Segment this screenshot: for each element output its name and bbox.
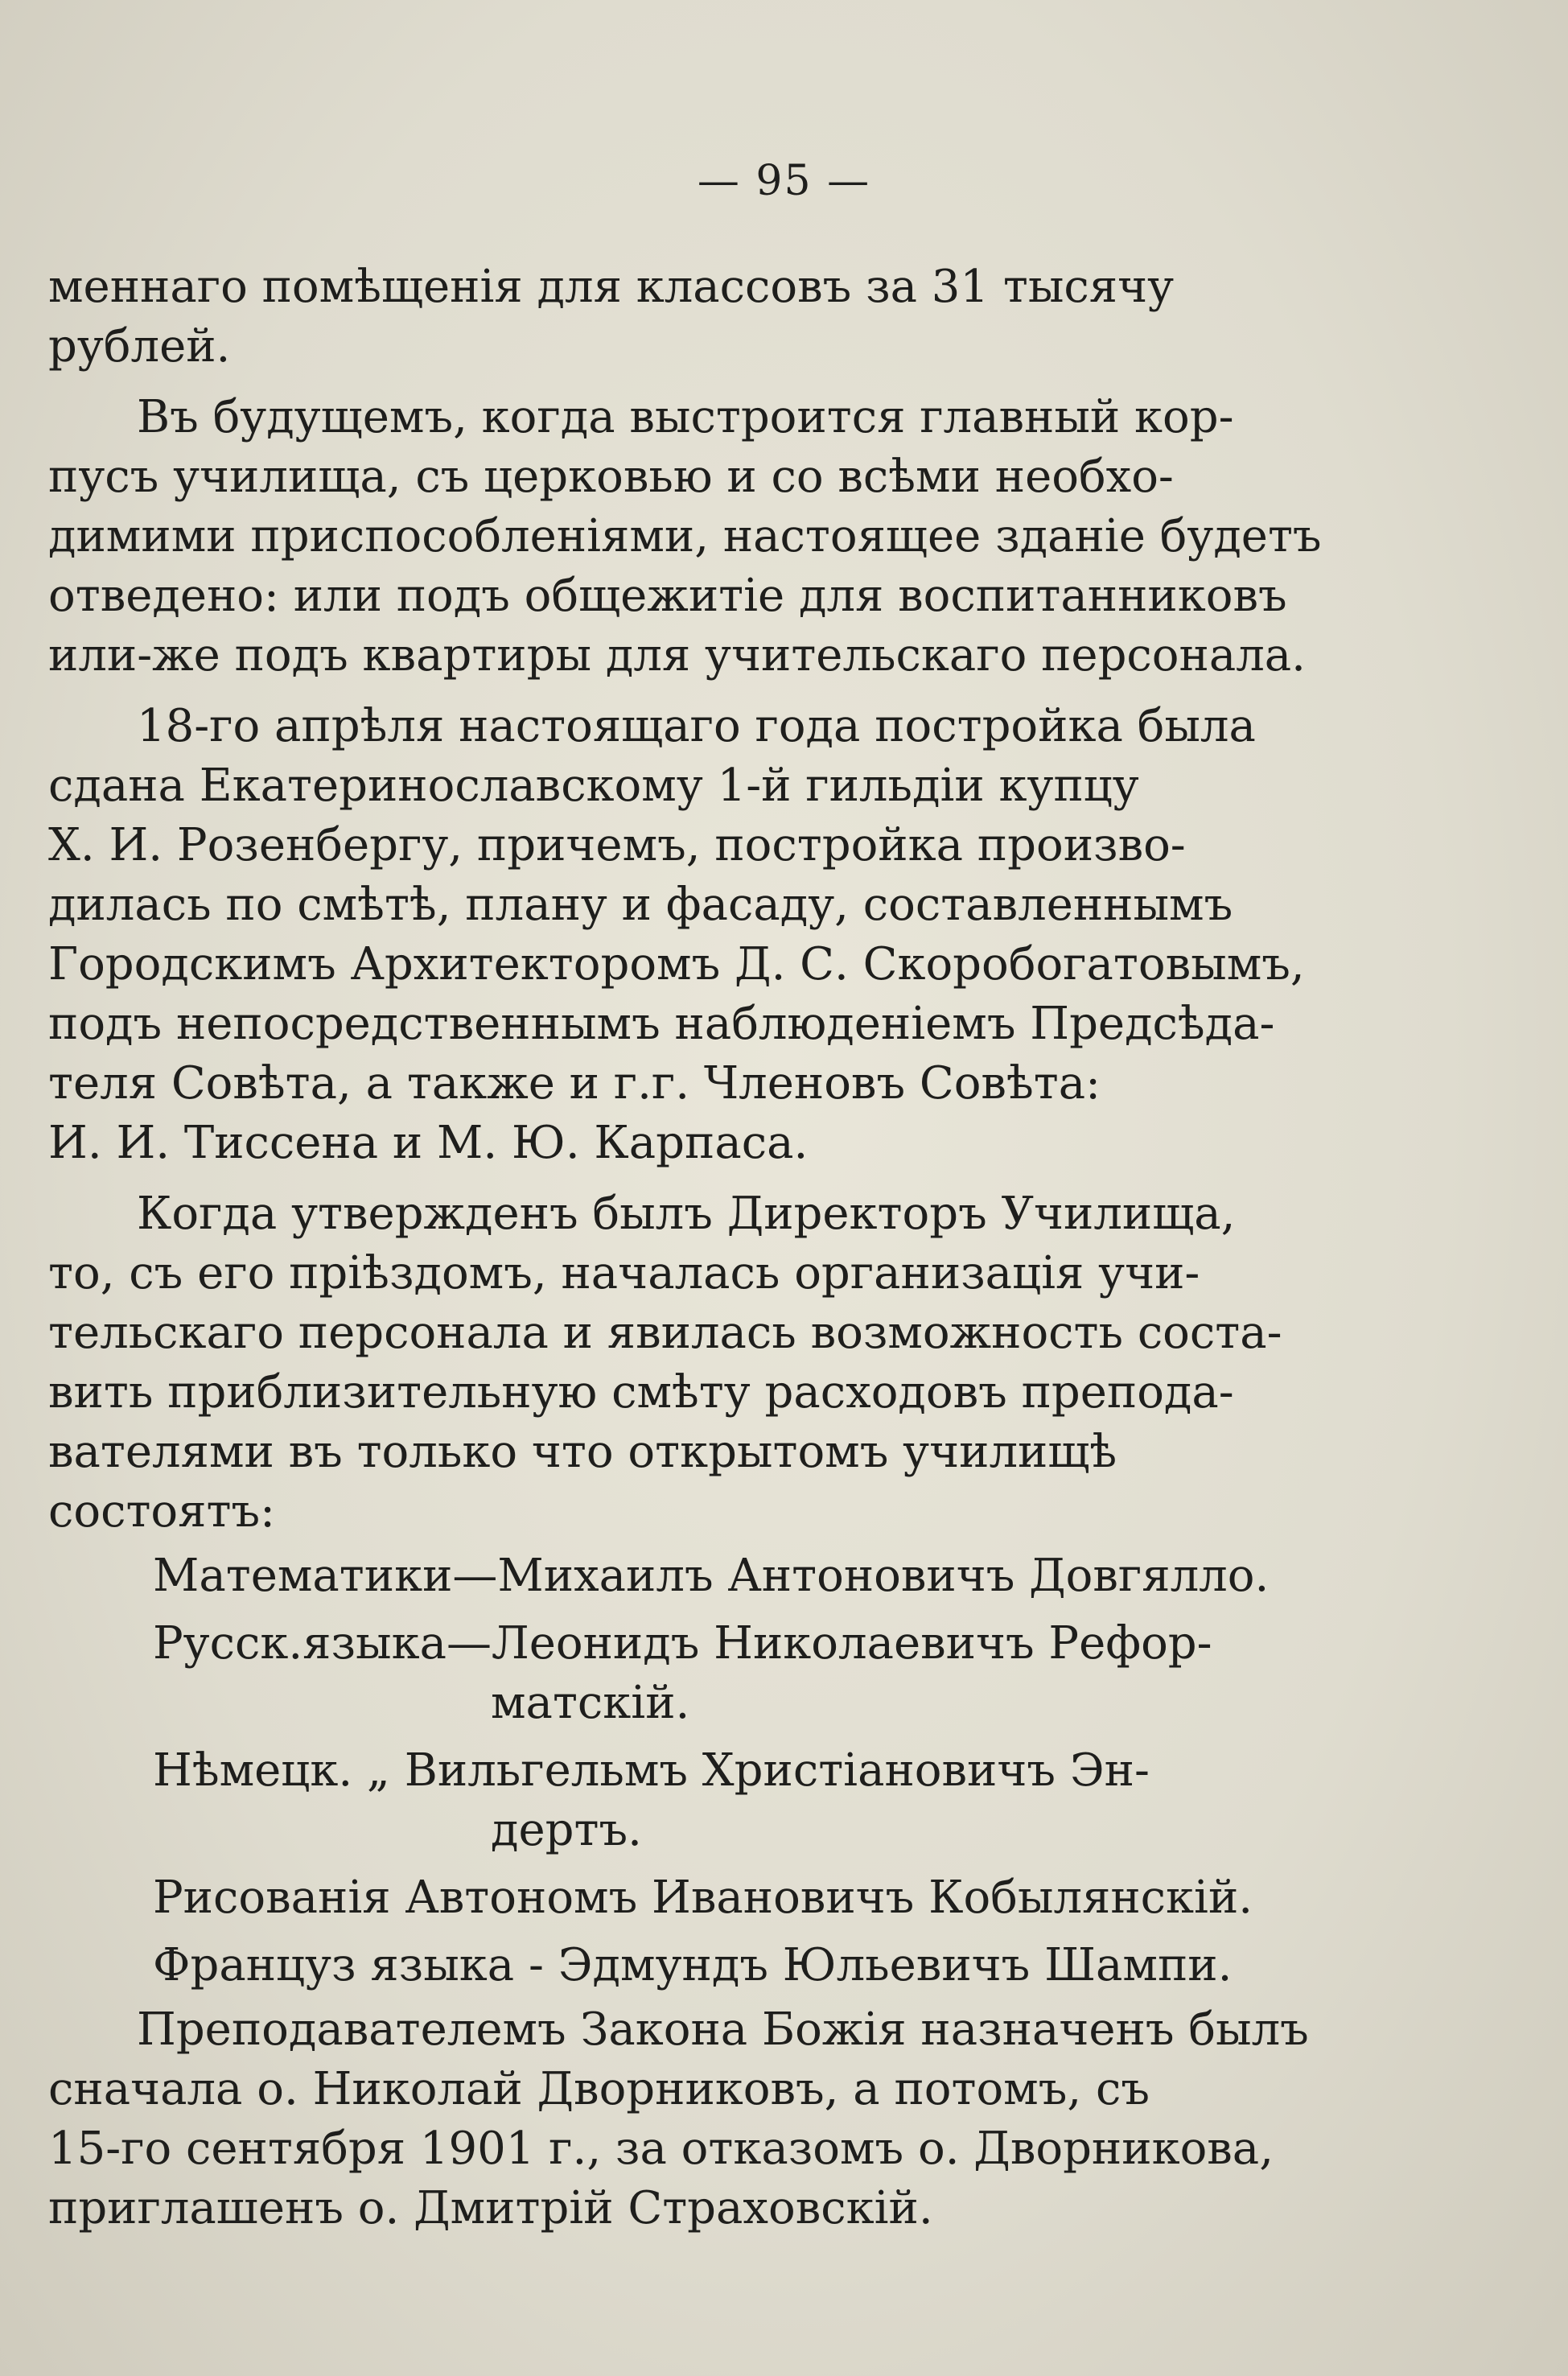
teacher-entry: Француз языка - Эдмундъ Юльевичъ Шампи. — [153, 1939, 1233, 1991]
teacher-entry-continuation: матскій. — [491, 1677, 690, 1729]
text-line: меннаго помѣщенія для классовъ за 31 тысячу — [48, 261, 1175, 313]
text-line: то, съ его пріѣздомъ, началась организація учи- — [48, 1247, 1200, 1299]
teacher-entry: Рисованія Автономъ Ивановичъ Кобылянскій. — [153, 1872, 1253, 1924]
text-line: Въ будущемъ, когда выстроится главный кор- — [137, 391, 1234, 443]
text-line: димими приспособленіями, настоящее зданіе будетъ — [48, 510, 1322, 562]
paragraph-1 — [48, 257, 1344, 377]
paragraph-final — [48, 2000, 1344, 2238]
paragraph-2 — [48, 388, 1344, 686]
text-line: или-же подъ квартиры для учительскаго персонала. — [48, 629, 1306, 682]
teacher-entry: Математики—Михаилъ Антоновичъ Довгялло. — [153, 1550, 1270, 1602]
text-line: пусъ училища, съ церковью и со всѣми необхо- — [48, 451, 1174, 503]
text-line: 18-го апрѣля настоящаго года постройка была — [137, 700, 1256, 752]
text-line: тельскаго персонала и явилась возможность соста- — [48, 1307, 1282, 1359]
text-line: состоятъ: — [48, 1485, 275, 1538]
teacher-list — [48, 1546, 1344, 1995]
text-line: рублей. — [48, 320, 231, 373]
text-line: 15-го сентября 1901 г., за отказомъ о. Дворникова, — [48, 2123, 1274, 2175]
paragraph-3 — [48, 697, 1344, 1173]
text-line: И. И. Тиссена и М. Ю. Карпаса. — [48, 1117, 809, 1169]
text-line: Х. И. Розенбергу, причемъ, постройка произво- — [48, 819, 1186, 871]
teacher-entry: Нѣмецк. „ Вильгельмъ Христіановичъ Эн- — [153, 1744, 1150, 1797]
page-number: — 95 — — [697, 157, 871, 205]
text-line: вить приблизительную смѣту расходовъ препода- — [48, 1366, 1234, 1419]
text-line: Преподавателемъ Закона Божія назначенъ былъ — [137, 2003, 1309, 2056]
text-line: Когда утвержденъ былъ Директоръ Училища, — [137, 1188, 1236, 1240]
text-line: приглашенъ о. Дмитрій Страховскій. — [48, 2182, 933, 2234]
paragraph-4 — [48, 1184, 1344, 1542]
text-line: сдана Екатеринославскому 1-й гильдіи купцу — [48, 760, 1139, 812]
teacher-entry-continuation: дертъ. — [491, 1804, 642, 1856]
teacher-entry: Русск.языка—Леонидъ Николаевичъ Рефор- — [153, 1617, 1212, 1670]
text-line: Городскимъ Архитекторомъ Д. С. Скоробогатовымъ, — [48, 938, 1305, 990]
text-line: отведено: или подъ общежитіе для воспитанниковъ — [48, 570, 1287, 622]
text-line: теля Совѣта, а также и г.г. Членовъ Совѣта: — [48, 1057, 1101, 1110]
text-line: подъ непосредственнымъ наблюденіемъ Предсѣда- — [48, 998, 1275, 1050]
text-line: вателями въ только что открытомъ училищѣ — [48, 1426, 1117, 1478]
body-text — [48, 257, 1344, 2238]
text-line: дилась по смѣтѣ, плану и фасаду, составленнымъ — [48, 879, 1233, 931]
text-line: сначала о. Николай Дворниковъ, а потомъ, съ — [48, 2063, 1150, 2115]
